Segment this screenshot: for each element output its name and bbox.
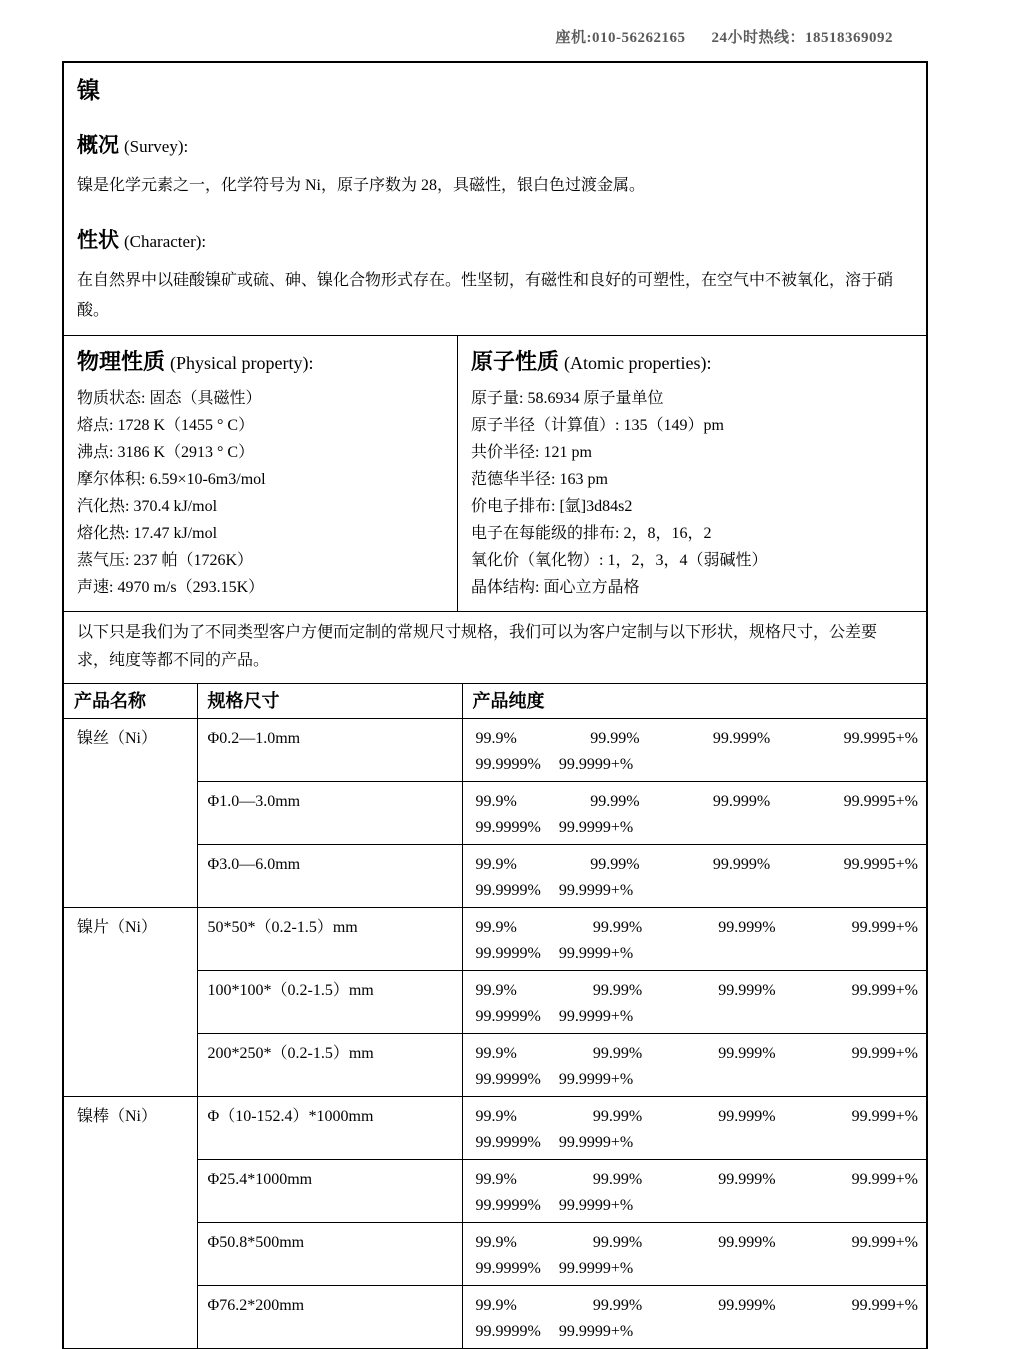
purity-value: 99.99% [590, 730, 640, 747]
table-row [64, 719, 926, 782]
purity-cell [462, 908, 926, 971]
properties-section [64, 335, 926, 612]
property-line: 摩尔体积: 6.59×10-6m3/mol [77, 471, 266, 488]
purity-value: 99.99% [592, 919, 643, 936]
purity-line [476, 1230, 919, 1256]
purity-value: 99.999% [712, 730, 771, 747]
survey-heading [77, 130, 926, 162]
purity-value: 99.999+% [851, 982, 918, 999]
purity-value: 99.999% [718, 919, 776, 936]
purity-value: 99.99% [592, 1234, 643, 1251]
purity-line [476, 1004, 919, 1030]
purity-line [476, 915, 919, 941]
purity-cell [462, 971, 926, 1034]
spec-size-cell: Φ50.8*500mm [197, 1223, 462, 1286]
purity-line [476, 1193, 919, 1219]
purity-value: 99.99% [592, 982, 643, 999]
purity-line [476, 726, 919, 752]
spec-size-cell: 100*100*（0.2-1.5）mm [197, 971, 462, 1034]
property-line: 氧化价（氧化物）: 1，2，3，4（弱碱性） [471, 552, 768, 569]
purity-line [476, 978, 919, 1004]
purity-line [476, 789, 919, 815]
purity-line [476, 878, 919, 904]
purity-value: 99.9% [475, 1297, 517, 1314]
purity-value: 99.99% [592, 1045, 643, 1062]
product-name-cell: 镍棒（Ni） [64, 1097, 197, 1349]
physical-properties-heading [77, 346, 449, 380]
property-line: 范德华半径: 163 pm [471, 471, 608, 488]
purity-value: 99.99% [592, 1108, 643, 1125]
purity-value: 99.9% [475, 793, 517, 810]
purity-value: 99.999% [718, 1297, 776, 1314]
purity-cell [462, 1286, 926, 1349]
purity-value: 99.999+% [851, 1171, 918, 1188]
property-line: 电子在每能级的排布: 2，8，16，2 [471, 525, 712, 542]
property-line: 蒸气压: 237 帕（1726K） [77, 552, 254, 569]
products-table [64, 683, 926, 1349]
physical-heading-en: (Physical property): [170, 353, 314, 373]
column-header-purity: 产品纯度 [462, 684, 926, 719]
products-tbody [64, 719, 926, 1349]
purity-value: 99.99% [590, 793, 640, 810]
product-name-cell: 镍片（Ni） [64, 908, 197, 1097]
survey-heading-en: (Survey): [124, 137, 189, 156]
purity-value: 99.9999+% [558, 1260, 634, 1277]
property-line: 原子量: 58.6934 原子量单位 [471, 390, 664, 407]
property-line: 晶体结构: 面心立方晶格 [471, 579, 640, 596]
atomic-properties-column [457, 336, 926, 611]
purity-value: 99.9% [475, 1108, 517, 1125]
purity-value: 99.999+% [851, 1045, 918, 1062]
purity-cell [462, 1223, 926, 1286]
purity-line [476, 852, 919, 878]
purity-value: 99.9% [475, 919, 517, 936]
spec-size-cell: Φ3.0—6.0mm [197, 845, 462, 908]
purity-value: 99.9995+% [843, 856, 918, 873]
purity-value: 99.999+% [851, 919, 918, 936]
purity-line [476, 815, 919, 841]
purity-line [476, 1293, 919, 1319]
purity-line [476, 1104, 919, 1130]
property-line: 汽化热: 370.4 kJ/mol [77, 498, 218, 515]
purity-value: 99.9999+% [558, 882, 634, 899]
column-header-product-name: 产品名称 [64, 684, 197, 719]
purity-value: 99.9% [475, 730, 517, 747]
page-title: 镍 [77, 78, 100, 103]
purity-value: 99.9999% [475, 1197, 541, 1214]
physical-properties-lines [77, 385, 449, 601]
purity-line [476, 1256, 919, 1282]
purity-value: 99.9995+% [843, 730, 918, 747]
atomic-heading-en: (Atomic properties): [564, 353, 712, 373]
purity-value: 99.9999% [475, 819, 541, 836]
landline-number: 座机:010-56262165 [555, 30, 686, 46]
purity-line [476, 752, 919, 778]
purity-value: 99.9999% [475, 1323, 541, 1340]
column-header-spec-size: 规格尺寸 [197, 684, 462, 719]
spec-size-cell: Φ0.2—1.0mm [197, 719, 462, 782]
purity-value: 99.9999+% [558, 756, 634, 773]
purity-value: 99.999% [712, 856, 771, 873]
custom-order-note: 以下只是我们为了不同类型客户方便而定制的常规尺寸规格，我们可以为客户定制与以下形状，规格尺寸，公差要求，纯度等都不同的产品。 [77, 624, 878, 669]
property-line: 熔化热: 17.47 kJ/mol [77, 525, 218, 542]
purity-line [476, 1167, 919, 1193]
purity-value: 99.9999+% [558, 1134, 634, 1151]
purity-line [476, 941, 919, 967]
products-header-row [64, 684, 926, 719]
property-line: 物质状态: 固态（具磁性） [77, 390, 262, 407]
purity-value: 99.9995+% [843, 793, 918, 810]
purity-value: 99.9999+% [558, 1008, 634, 1025]
purity-value: 99.99% [592, 1297, 643, 1314]
purity-value: 99.999% [718, 1108, 776, 1125]
purity-value: 99.999% [718, 1234, 776, 1251]
table-row [64, 1097, 926, 1160]
physical-heading-zh: 物理性质 [77, 349, 166, 374]
purity-line [476, 1067, 919, 1093]
purity-value: 99.9999% [475, 882, 541, 899]
spec-size-cell: 200*250*（0.2-1.5）mm [197, 1034, 462, 1097]
hotline-number: 24小时热线：18518369092 [711, 30, 893, 46]
contact-header [0, 0, 1029, 47]
purity-value: 99.99% [592, 1171, 643, 1188]
spec-size-cell: Φ76.2*200mm [197, 1286, 462, 1349]
purity-value: 99.9% [475, 856, 517, 873]
purity-value: 99.9% [475, 1234, 517, 1251]
purity-value: 99.999% [718, 1171, 776, 1188]
purity-value: 99.9999+% [558, 819, 634, 836]
purity-value: 99.9999+% [558, 1071, 634, 1088]
purity-value: 99.9999+% [558, 1197, 634, 1214]
property-line: 价电子排布: [氩]3d84s2 [471, 498, 633, 515]
purity-value: 99.9999% [475, 1260, 541, 1277]
atomic-heading-zh: 原子性质 [471, 349, 560, 374]
product-name-cell: 镍丝（Ni） [64, 719, 197, 908]
purity-cell [462, 1097, 926, 1160]
character-heading-en: (Character): [124, 232, 207, 251]
purity-line [476, 1041, 919, 1067]
character-text: 在自然界中以硅酸镍矿或硫、砷、镍化合物形式存在。性坚韧，有磁性和良好的可塑性，在空气中不被氧化，溶于硝酸。 [77, 272, 894, 319]
spec-size-cell: 50*50*（0.2-1.5）mm [197, 908, 462, 971]
purity-value: 99.999% [718, 982, 776, 999]
character-heading [77, 225, 926, 257]
spec-size-cell: Φ（10-152.4）*1000mm [197, 1097, 462, 1160]
atomic-properties-lines [471, 385, 918, 601]
purity-cell [462, 719, 926, 782]
purity-value: 99.9999% [475, 1008, 541, 1025]
purity-value: 99.999+% [851, 1234, 918, 1251]
property-line: 沸点: 3186 K（2913 ° C） [77, 444, 255, 461]
purity-value: 99.9% [475, 982, 517, 999]
purity-value: 99.9999% [475, 756, 541, 773]
purity-line [476, 1130, 919, 1156]
purity-value: 99.9999% [475, 1134, 541, 1151]
purity-value: 99.9999% [475, 945, 541, 962]
survey-text: 镍是化学元素之一，化学符号为 Ni，原子序数为 28，具磁性，银白色过渡金属。 [77, 177, 646, 194]
table-row [64, 908, 926, 971]
property-line: 声速: 4970 m/s（293.15K） [77, 579, 265, 596]
property-line: 共价半径: 121 pm [471, 444, 592, 461]
property-line: 熔点: 1728 K（1455 ° C） [77, 417, 255, 434]
purity-cell [462, 1160, 926, 1223]
purity-value: 99.999% [712, 793, 771, 810]
purity-value: 99.9999% [475, 1071, 541, 1088]
survey-heading-zh: 概况 [77, 133, 119, 157]
purity-cell [462, 845, 926, 908]
purity-line [476, 1319, 919, 1345]
atomic-properties-heading [471, 346, 918, 380]
physical-properties-column [64, 336, 457, 611]
purity-value: 99.9999+% [558, 1323, 634, 1340]
purity-value: 99.9999+% [558, 945, 634, 962]
purity-value: 99.999+% [851, 1297, 918, 1314]
character-heading-zh: 性状 [77, 228, 119, 252]
spec-size-cell: Φ1.0—3.0mm [197, 782, 462, 845]
purity-value: 99.999+% [851, 1108, 918, 1125]
purity-cell [462, 1034, 926, 1097]
purity-value: 99.999% [718, 1045, 776, 1062]
purity-value: 99.99% [590, 856, 640, 873]
purity-cell [462, 782, 926, 845]
purity-value: 99.9% [475, 1171, 517, 1188]
property-line: 原子半径（计算值）: 135（149）pm [471, 417, 724, 434]
document-frame [62, 61, 928, 1349]
spec-size-cell: Φ25.4*1000mm [197, 1160, 462, 1223]
purity-value: 99.9% [475, 1045, 517, 1062]
